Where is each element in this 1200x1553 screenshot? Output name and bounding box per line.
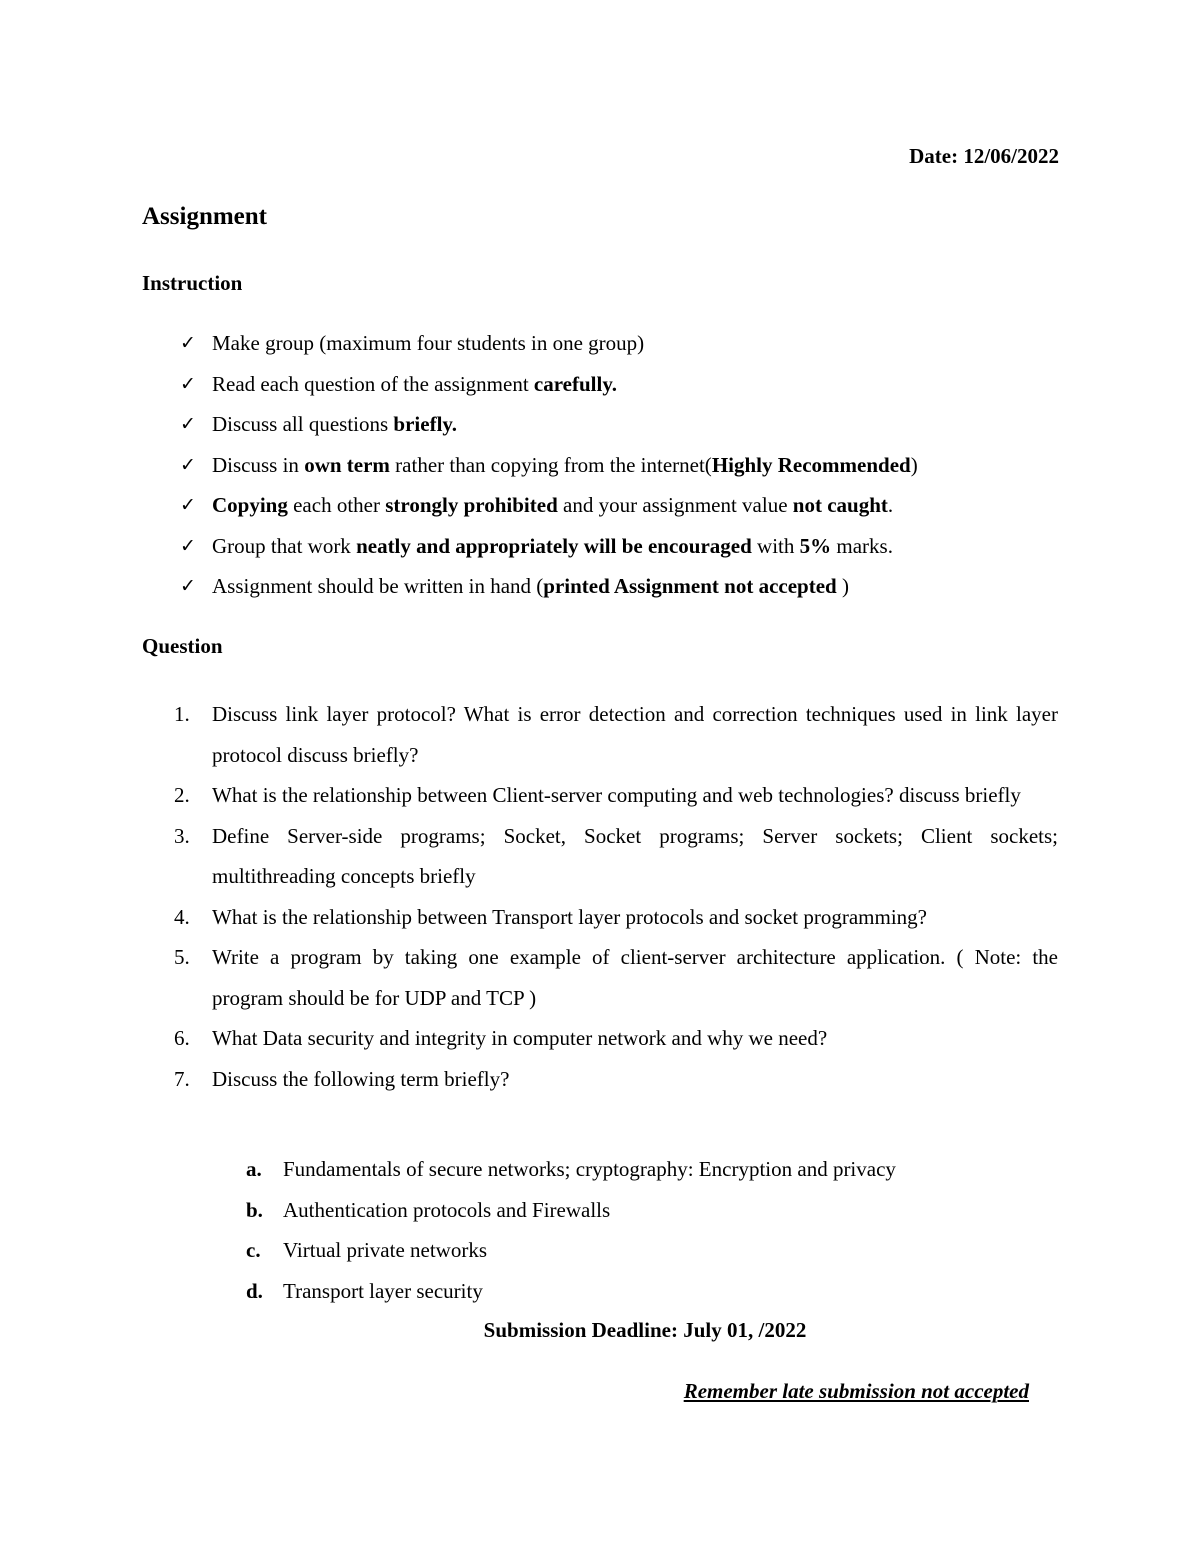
instruction-text	[212, 492, 893, 518]
instruction-text-part: each other	[287, 493, 386, 517]
instruction-text-part: )	[841, 574, 849, 598]
subtopic-letter: a.	[246, 1157, 262, 1181]
instruction-text-bold: own term	[304, 452, 390, 477]
question-number: 4.	[174, 904, 190, 929]
instruction-heading: Instruction	[142, 271, 243, 295]
instruction-text-bold: not caught	[792, 493, 888, 517]
instruction-text-bold: 5%	[799, 533, 832, 558]
check-icon: ✓	[180, 453, 196, 476]
question-text: What is the relationship between Client-server computing and web technologies? discuss briefly	[212, 783, 1021, 807]
question-list	[0, 694, 1200, 1099]
instruction-text-part: )	[910, 452, 918, 477]
check-icon: ✓	[180, 332, 196, 354]
instruction-text-part: Read each question of the assignment	[212, 371, 534, 396]
question-item	[0, 775, 1200, 816]
check-icon: ✓	[180, 575, 196, 597]
instruction-text-part: .	[887, 493, 894, 517]
check-icon: ✓	[180, 413, 196, 435]
instruction-text-part: Make group (maximum four students in one group)	[212, 331, 645, 355]
question-text: Discuss link layer protocol? What is error detection and correction techniques used in link layer protocol discuss briefly?	[212, 702, 1058, 767]
instruction-text	[212, 371, 617, 397]
question-number: 3.	[174, 823, 190, 848]
subtopic-letter: b.	[246, 1197, 263, 1222]
instruction-text-part: and your assignment value	[557, 493, 793, 517]
subtopic-text: Virtual private networks	[283, 1238, 488, 1262]
instruction-text-bold: strongly prohibited	[385, 493, 558, 517]
subtopic-letter: c.	[246, 1238, 261, 1262]
instruction-text-bold: carefully.	[533, 371, 617, 396]
subtopic-text: Transport layer security	[283, 1278, 483, 1303]
question-item	[0, 897, 1200, 938]
instruction-text-part: marks.	[831, 533, 893, 558]
question-text: Write a program by taking one example of client-server architecture application. ( Note: the program should be for UDP and TCP )	[212, 945, 1058, 1010]
instruction-text	[212, 330, 644, 356]
instruction-text-part: Discuss all questions	[212, 412, 394, 436]
question-number: 5.	[174, 945, 190, 969]
question-item	[0, 1059, 1200, 1100]
check-icon: ✓	[180, 372, 196, 395]
instruction-text	[212, 452, 918, 478]
late-submission-note: Remember late submission not accepted	[683, 1379, 1029, 1403]
question-text: What Data security and integrity in computer network and why we need?	[212, 1026, 828, 1050]
instruction-text-part: rather than copying from the internet(	[389, 452, 712, 477]
question-item	[0, 694, 1200, 775]
instruction-text-part: with	[751, 533, 800, 558]
question-item	[0, 816, 1200, 897]
submission-deadline: Submission Deadline: July 01, /2022	[483, 1318, 807, 1342]
instruction-text-bold: printed Assignment not accepted	[543, 574, 842, 598]
question-text: Discuss the following term briefly?	[212, 1066, 510, 1091]
instruction-text	[212, 573, 849, 599]
subtopic-text: Authentication protocols and Firewalls	[283, 1197, 611, 1222]
instruction-text-bold: Copying	[212, 493, 288, 517]
document-date: Date: 12/06/2022	[909, 144, 1059, 168]
question-item	[0, 1018, 1200, 1059]
subtopic-letter: d.	[246, 1278, 263, 1303]
document-title: Assignment	[142, 203, 268, 230]
subtopic-text: Fundamentals of secure networks; cryptography: Encryption and privacy	[283, 1157, 896, 1181]
question-number: 2.	[174, 783, 190, 807]
check-icon: ✓	[180, 494, 196, 516]
instruction-text-bold: neatly and appropriately will be encouraged	[356, 533, 752, 558]
question-text: What is the relationship between Transport layer protocols and socket programming?	[212, 904, 927, 929]
instruction-text	[212, 411, 457, 437]
instruction-text-bold: Highly Recommended	[711, 452, 911, 477]
instruction-text-bold: briefly.	[393, 412, 457, 436]
question-number: 7.	[174, 1066, 190, 1091]
instruction-text-part: Discuss in	[212, 452, 305, 477]
question-heading: Question	[142, 634, 223, 658]
instruction-text	[212, 533, 893, 559]
instruction-text-part: Assignment should be written in hand (	[212, 574, 544, 598]
question-number: 1.	[174, 702, 190, 726]
instruction-text-part: Group that work	[212, 533, 357, 558]
question-number: 6.	[174, 1026, 190, 1050]
check-icon: ✓	[180, 534, 196, 557]
question-text: Define Server-side programs; Socket, Socket programs; Server sockets; Client sockets; multithreading concepts briefly	[212, 823, 1058, 888]
question-item	[0, 937, 1200, 1018]
